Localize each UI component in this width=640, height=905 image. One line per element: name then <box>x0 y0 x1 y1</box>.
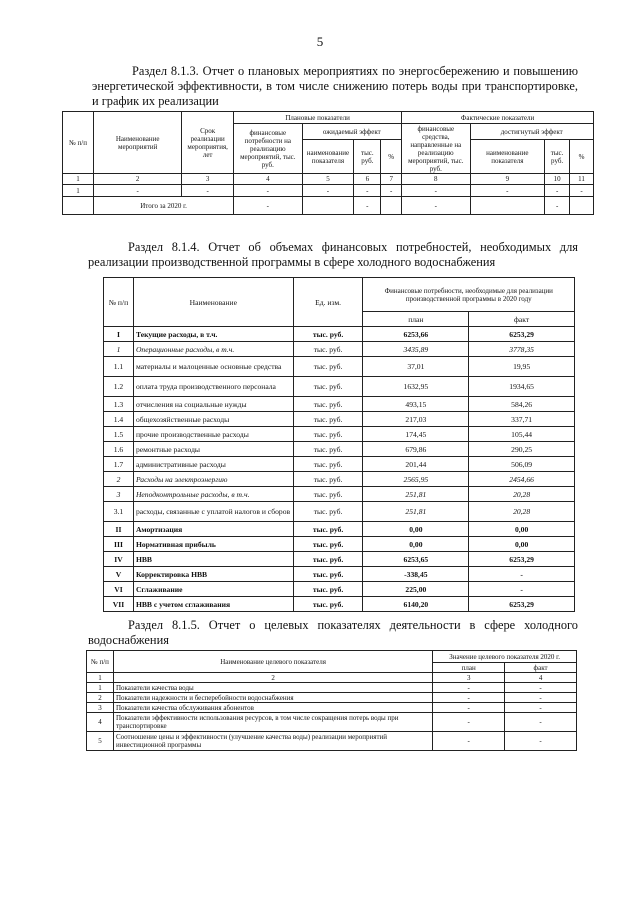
header-achieved: достигнутый эффект <box>470 124 594 140</box>
row-fact: 6253,29 <box>469 597 575 612</box>
col-number: 7 <box>381 174 402 185</box>
row-plan: 2565,95 <box>363 472 469 487</box>
cell <box>63 197 94 215</box>
cell: - <box>570 185 594 197</box>
total-label: Итого за 2020 г. <box>94 197 234 215</box>
section-8-1-3-heading <box>92 64 578 109</box>
cell: - <box>402 185 470 197</box>
row-name: Сглаживание <box>133 582 293 597</box>
row-name: Соотношение цены и эффективности (улучшение качества воды) реализации мероприятий инвестиционной программы <box>113 732 432 751</box>
table-row <box>104 522 575 537</box>
row-plan: 6140,20 <box>363 597 469 612</box>
header-term: Срок реализации мероприятия, лет <box>182 112 234 174</box>
row-plan: 493,15 <box>363 397 469 412</box>
row-plan: 1632,95 <box>363 377 469 397</box>
row-unit: тыс. руб. <box>293 357 363 377</box>
header-name: Наименование мероприятий <box>94 112 182 174</box>
row-name: Показатели качества обслуживания абонентов <box>113 703 432 713</box>
row-num: VI <box>104 582 134 597</box>
table-row <box>87 703 577 713</box>
row-fact: 337,71 <box>469 412 575 427</box>
row-unit: тыс. руб. <box>293 472 363 487</box>
col-number: 3 <box>182 174 234 185</box>
header-thous-rub: тыс. руб. <box>354 140 381 174</box>
row-name: Расходы на электроэнергию <box>133 472 293 487</box>
header-name: Наименование <box>133 278 293 327</box>
row-num: 1 <box>87 683 114 693</box>
header-thous-rub: тыс. руб. <box>545 140 570 174</box>
cell: - <box>381 185 402 197</box>
table-row <box>104 397 575 412</box>
cell: - <box>302 185 354 197</box>
row-name: Операционные расходы, в т.ч. <box>133 342 293 357</box>
row-unit: тыс. руб. <box>293 567 363 582</box>
col-number: 6 <box>354 174 381 185</box>
row-fact: - <box>505 713 577 732</box>
col-number: 2 <box>113 673 432 683</box>
row-fact: 6253,29 <box>469 327 575 342</box>
row-fact: - <box>469 582 575 597</box>
header-indicator-name: наименование показателя <box>302 140 354 174</box>
cell <box>381 197 402 215</box>
header-fact: факт <box>505 663 577 673</box>
section-heading-text: Раздел 8.1.3. Отчет о плановых мероприятиях по энергосбережению и повышению энергетической эффективности, в том числе снижению потерь воды при транспортировке, и график их реализации <box>92 64 578 108</box>
row-fact: 1934,65 <box>469 377 575 397</box>
row-fact: 0,00 <box>469 537 575 552</box>
row-unit: тыс. руб. <box>293 597 363 612</box>
row-plan: 174,45 <box>363 427 469 442</box>
col-number: 10 <box>545 174 570 185</box>
row-unit: тыс. руб. <box>293 457 363 472</box>
row-num: 3 <box>104 487 134 502</box>
col-number: 4 <box>234 174 302 185</box>
row-num: 3.1 <box>104 502 134 522</box>
row-plan: 0,00 <box>363 522 469 537</box>
row-name: оплата труда производственного персонала <box>133 377 293 397</box>
table-row <box>104 342 575 357</box>
total-row <box>63 197 594 215</box>
col-number: 1 <box>87 673 114 683</box>
cell: - <box>470 185 545 197</box>
row-fact: 2454,66 <box>469 472 575 487</box>
table-row <box>104 412 575 427</box>
row-unit: тыс. руб. <box>293 377 363 397</box>
row-name: ремонтные расходы <box>133 442 293 457</box>
cell: - <box>234 197 302 215</box>
row-plan: - <box>433 693 505 703</box>
section-8-1-5-heading <box>88 618 578 648</box>
table-row <box>104 427 575 442</box>
table-row <box>104 377 575 397</box>
row-fact: 0,00 <box>469 522 575 537</box>
row-fact: 506,09 <box>469 457 575 472</box>
row-fact: - <box>505 683 577 693</box>
table-row <box>104 537 575 552</box>
energy-saving-table <box>62 111 594 215</box>
row-name: Показатели качества воды <box>113 683 432 693</box>
row-name: отчисления на социальные нужды <box>133 397 293 412</box>
row-fact: 20,28 <box>469 502 575 522</box>
row-unit: тыс. руб. <box>293 412 363 427</box>
row-num: 1.1 <box>104 357 134 377</box>
header-actual: Фактические показатели <box>402 112 594 124</box>
target-indicators-table <box>86 650 577 751</box>
row-plan: 6253,66 <box>363 327 469 342</box>
row-unit: тыс. руб. <box>293 537 363 552</box>
row-num: 2 <box>87 693 114 703</box>
col-number: 3 <box>433 673 505 683</box>
column-number-row <box>87 673 577 683</box>
row-num: IV <box>104 552 134 567</box>
row-fact: - <box>505 703 577 713</box>
row-name: Показатели эффективности использования ресурсов, в том числе сокращения потерь воды при транспортировке <box>113 713 432 732</box>
section-8-1-4-heading <box>88 240 578 270</box>
col-number: 8 <box>402 174 470 185</box>
cell: - <box>94 185 182 197</box>
row-name: административные расходы <box>133 457 293 472</box>
row-name: НВВ с учетом сглаживания <box>133 597 293 612</box>
row-plan: - <box>433 703 505 713</box>
table-row <box>104 502 575 522</box>
row-fact: 19,95 <box>469 357 575 377</box>
row-name: материалы и малоценные основные средства <box>133 357 293 377</box>
col-number: 2 <box>94 174 182 185</box>
header-fin: Финансовые потребности, необходимые для реализации производственной программы в 2020 году <box>363 278 575 312</box>
row-unit: тыс. руб. <box>293 397 363 412</box>
row-name: Неподконтрольные расходы, в т.ч. <box>133 487 293 502</box>
row-plan: 679,86 <box>363 442 469 457</box>
row-num: 1.2 <box>104 377 134 397</box>
table-row <box>87 683 577 693</box>
table-row <box>104 357 575 377</box>
cell <box>570 197 594 215</box>
header-value: Значение целевого показателя 2020 г. <box>433 651 577 663</box>
column-number-row <box>63 174 594 185</box>
row-num: V <box>104 567 134 582</box>
row-num: 1.3 <box>104 397 134 412</box>
cell: - <box>402 197 470 215</box>
cell: - <box>545 185 570 197</box>
row-name: Показатели надежности и бесперебойности водоснабжения <box>113 693 432 703</box>
header-percent: % <box>570 140 594 174</box>
cell: - <box>354 197 381 215</box>
row-name: Нормативная прибыль <box>133 537 293 552</box>
header-percent: % <box>381 140 402 174</box>
row-name: Текущие расходы, в т.ч. <box>133 327 293 342</box>
row-fact: 6253,29 <box>469 552 575 567</box>
table-row <box>104 327 575 342</box>
row-num: 5 <box>87 732 114 751</box>
col-number: 9 <box>470 174 545 185</box>
row-unit: тыс. руб. <box>293 522 363 537</box>
table-row <box>87 693 577 703</box>
row-fact: - <box>505 693 577 703</box>
section-heading-text: Раздел 8.1.5. Отчет о целевых показателях деятельности в сфере холодного водоснабжения <box>88 618 578 647</box>
row-plan: 6253,65 <box>363 552 469 567</box>
cell: 1 <box>63 185 94 197</box>
table-row <box>104 552 575 567</box>
financial-needs-table <box>103 277 575 612</box>
row-unit: тыс. руб. <box>293 327 363 342</box>
row-name: Корректировка НВВ <box>133 567 293 582</box>
row-fact: - <box>469 567 575 582</box>
row-plan: 201,44 <box>363 457 469 472</box>
header-fin-need: финансовые потребности на реализацию мероприятий, тыс. руб. <box>234 124 302 174</box>
row-fact: 3778,35 <box>469 342 575 357</box>
row-fact: 20,28 <box>469 487 575 502</box>
col-number: 5 <box>302 174 354 185</box>
row-num: III <box>104 537 134 552</box>
cell: - <box>545 197 570 215</box>
row-unit: тыс. руб. <box>293 552 363 567</box>
row-num: 1.4 <box>104 412 134 427</box>
row-plan: -338,45 <box>363 567 469 582</box>
page-number: 5 <box>316 34 324 49</box>
row-fact: 105,44 <box>469 427 575 442</box>
row-name: расходы, связанные с уплатой налогов и сборов <box>133 502 293 522</box>
row-plan: - <box>433 732 505 751</box>
header-name: Наименование целевого показателя <box>113 651 432 673</box>
row-name: НВВ <box>133 552 293 567</box>
header-indicator-name: наименование показателя <box>470 140 545 174</box>
table-row <box>104 597 575 612</box>
row-plan: - <box>433 713 505 732</box>
header-plan: план <box>363 312 469 327</box>
row-unit: тыс. руб. <box>293 487 363 502</box>
row-num: II <box>104 522 134 537</box>
row-num: 1 <box>104 342 134 357</box>
row-fact: 584,26 <box>469 397 575 412</box>
section-heading-text: Раздел 8.1.4. Отчет об объемах финансовых потребностей, необходимых для реализации производственной программы в сфере холодного водоснабжения <box>88 240 578 269</box>
row-num: 1.6 <box>104 442 134 457</box>
table-row <box>63 185 594 197</box>
row-plan: 251,81 <box>363 502 469 522</box>
row-plan: 3435,89 <box>363 342 469 357</box>
table-row <box>104 472 575 487</box>
row-unit: тыс. руб. <box>293 342 363 357</box>
row-plan: 217,03 <box>363 412 469 427</box>
row-unit: тыс. руб. <box>293 582 363 597</box>
cell <box>302 197 354 215</box>
cell: - <box>182 185 234 197</box>
header-num: № п/п <box>104 278 134 327</box>
header-num: № п/п <box>87 651 114 673</box>
row-unit: тыс. руб. <box>293 442 363 457</box>
row-plan: 251,81 <box>363 487 469 502</box>
header-plan: план <box>433 663 505 673</box>
row-name: прочие производственные расходы <box>133 427 293 442</box>
table-row <box>104 582 575 597</box>
row-num: 1.5 <box>104 427 134 442</box>
cell: - <box>234 185 302 197</box>
header-num: № п/п <box>63 112 94 174</box>
row-num: 4 <box>87 713 114 732</box>
row-plan: 37,01 <box>363 357 469 377</box>
table-row <box>87 732 577 751</box>
row-name: общехозяйственные расходы <box>133 412 293 427</box>
row-fact: 290,25 <box>469 442 575 457</box>
row-num: 3 <box>87 703 114 713</box>
row-unit: тыс. руб. <box>293 502 363 522</box>
cell: - <box>354 185 381 197</box>
header-fact: факт <box>469 312 575 327</box>
col-number: 1 <box>63 174 94 185</box>
table-row <box>104 567 575 582</box>
row-plan: 225,00 <box>363 582 469 597</box>
header-planned: Плановые показатели <box>234 112 402 124</box>
row-plan: 0,00 <box>363 537 469 552</box>
row-fact: - <box>505 732 577 751</box>
table-row <box>104 442 575 457</box>
table-row <box>104 487 575 502</box>
row-num: VII <box>104 597 134 612</box>
row-name: Амортизация <box>133 522 293 537</box>
row-num: I <box>104 327 134 342</box>
table-row <box>87 713 577 732</box>
cell <box>470 197 545 215</box>
col-number: 4 <box>505 673 577 683</box>
col-number: 11 <box>570 174 594 185</box>
row-unit: тыс. руб. <box>293 427 363 442</box>
table-row <box>104 457 575 472</box>
row-plan: - <box>433 683 505 693</box>
header-expected: ожидаемый эффект <box>302 124 402 140</box>
row-num: 2 <box>104 472 134 487</box>
header-unit: Ед. изм. <box>293 278 363 327</box>
header-fin-spent: финансовые средства, направленные на реализацию мероприятий, тыс. руб. <box>402 124 470 174</box>
row-num: 1.7 <box>104 457 134 472</box>
